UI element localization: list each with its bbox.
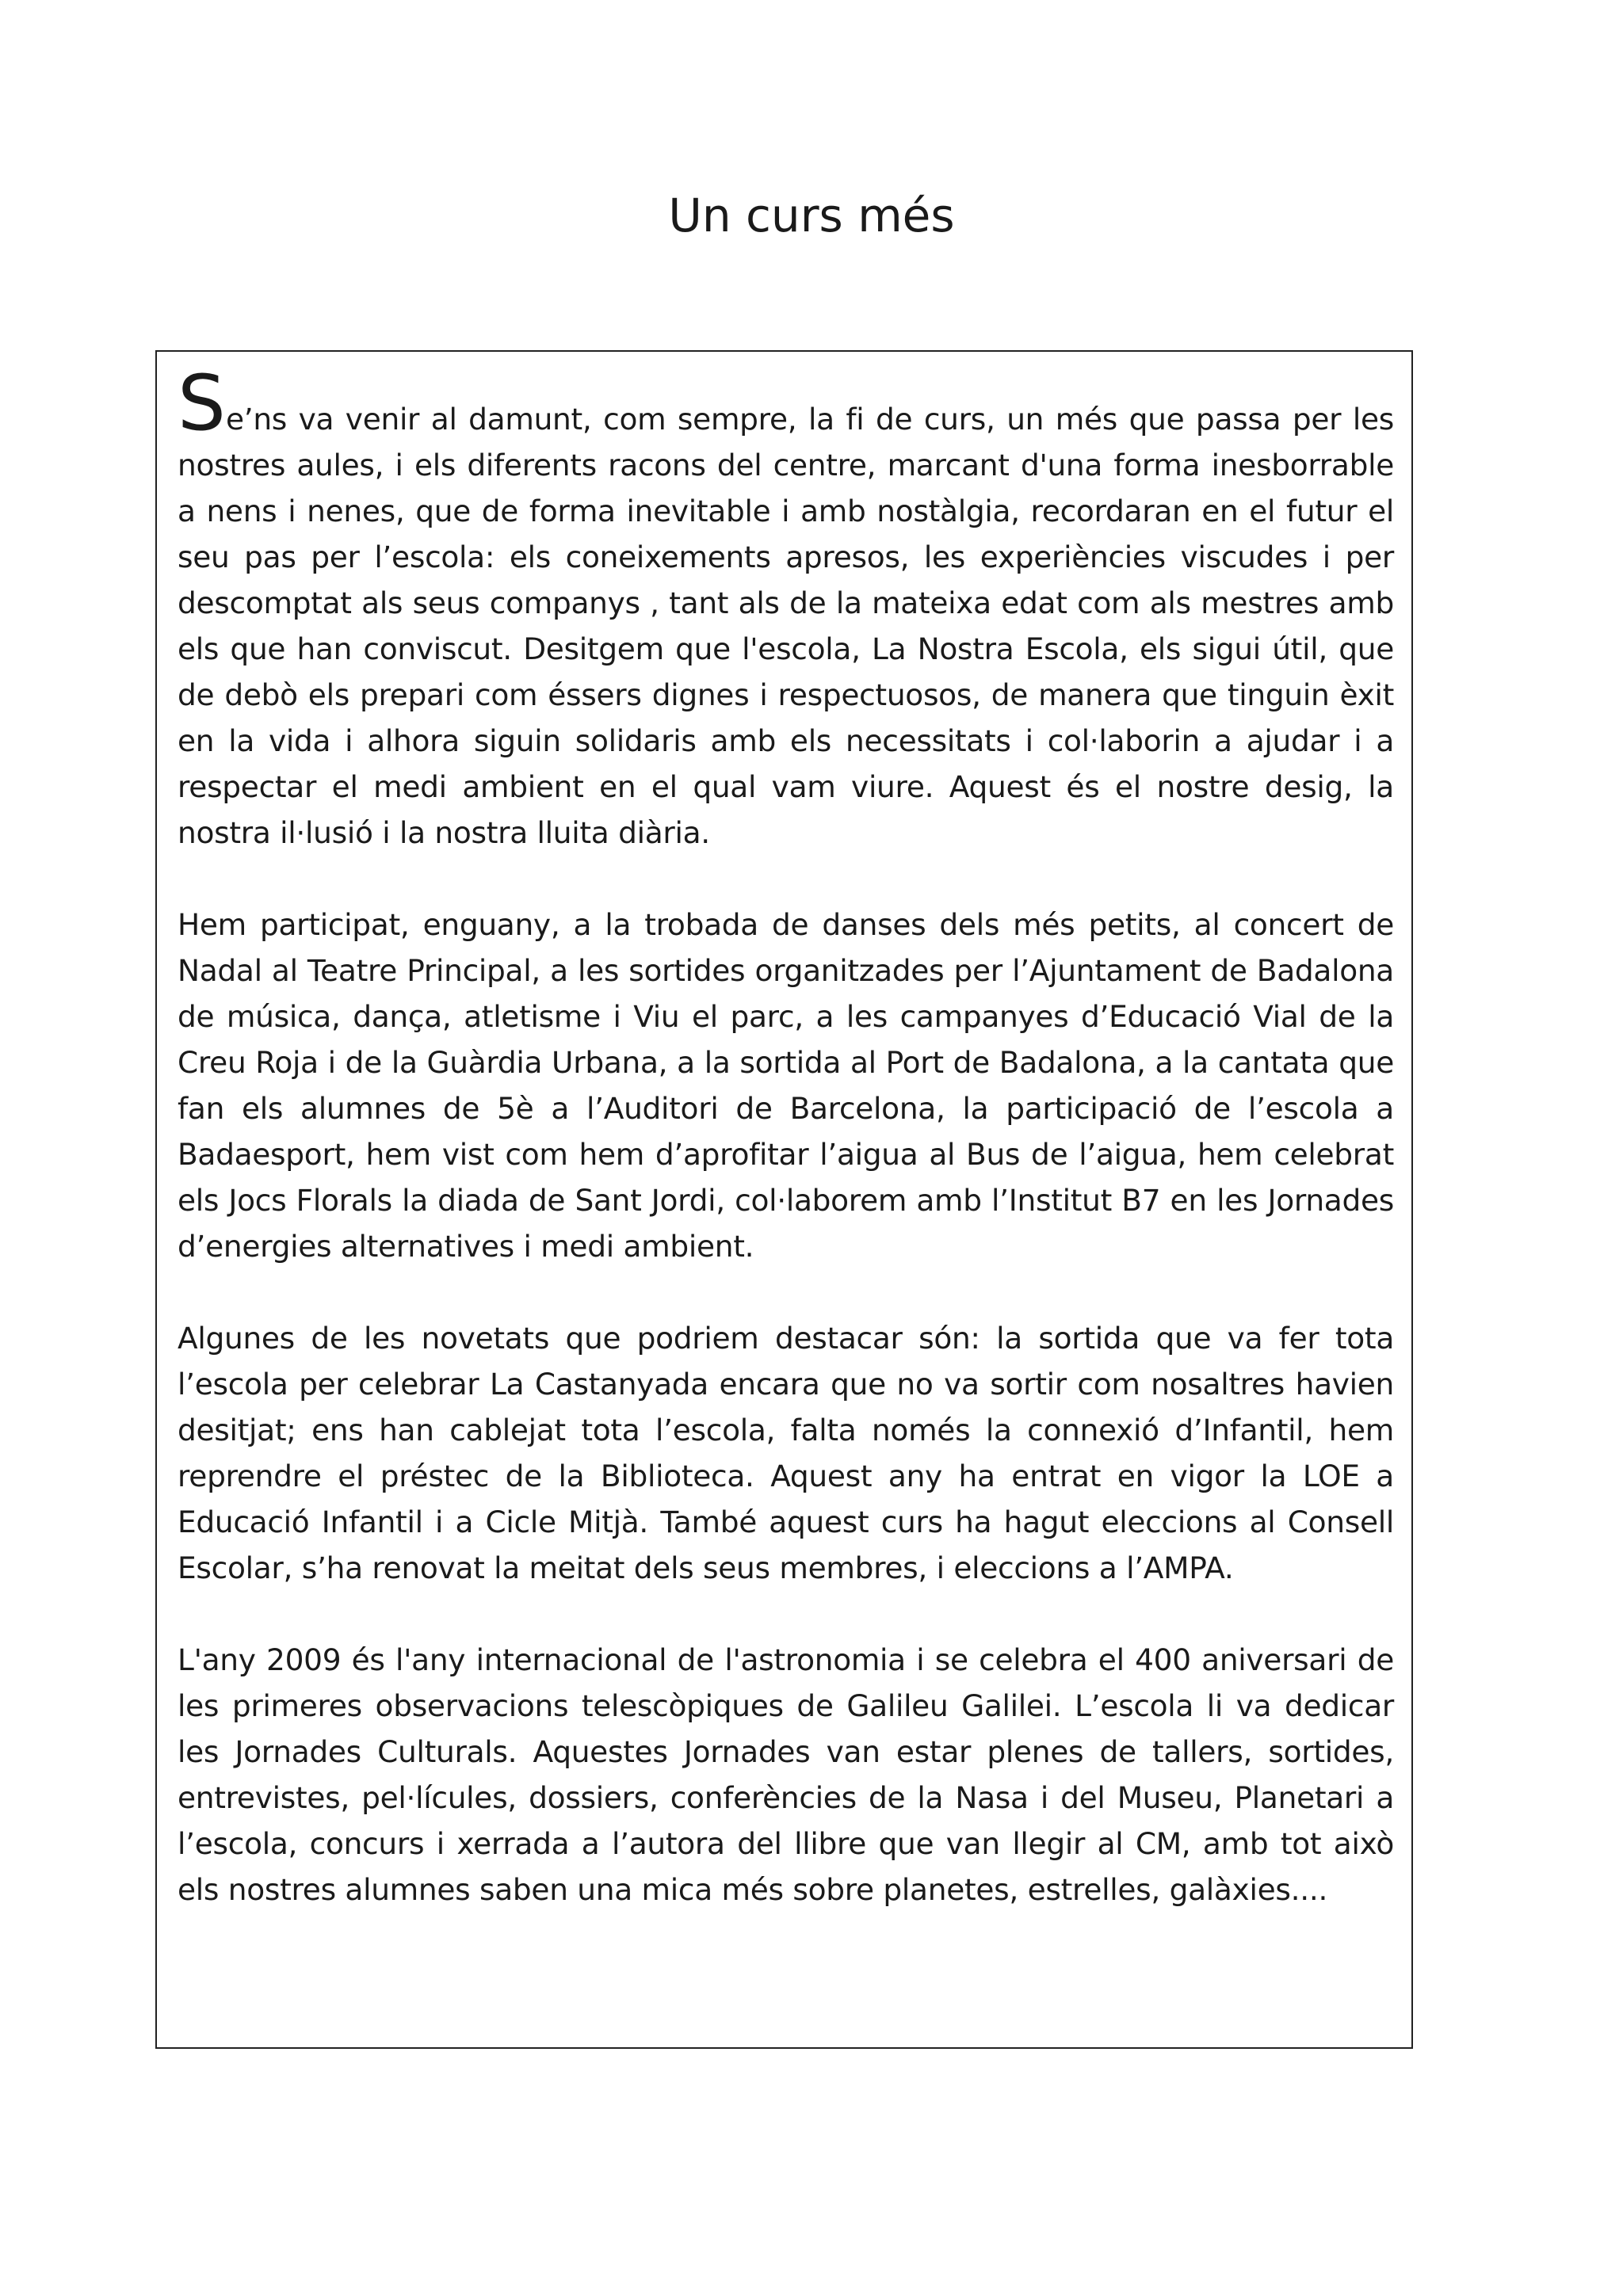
page-title: Un curs més bbox=[668, 189, 955, 242]
drop-cap: S bbox=[178, 359, 226, 448]
paragraph-1-text: e’ns va venir al damunt, com sempre, la fi de curs, un més que passa per les nostres aules, i els diferents racons del centre, marcant d'una forma inesborrable a nens i nenes, que de forma inevitable i amb nostàlgia, recordaran en el futur el seu pas per l’escola: els coneixements apresos, les experiències viscudes i per descomptat als seus companys , tant als de la mateixa edat com als mestres amb els que han conviscut. Desitgem que l'escola, La Nostra Escola, els sigui útil, que de debò els prepari com éssers dignes i respectuosos, de manera que tinguin èxit en la vida i alhora siguin solidaris amb els necessitats i col·laborin a ajudar i a respectar el medi ambient en el qual vam viure. Aquest és el nostre desig, la nostra il·lusió i la nostra lluita diària. bbox=[178, 402, 1394, 850]
paragraph-gap bbox=[178, 1269, 1394, 1315]
paragraph-2: Hem participat, enguany, a la trobada de danses dels més petits, al concert de Nadal al Teatre Principal, a les sortides organitzades per l’Ajuntament de Badalona de música, dança, atletisme i Viu el parc, a les campanyes d’Educació Vial de la Creu Roja i de la Guàrdia Urbana, a la sortida al Port de Badalona, a la cantata que fan els alumnes de 5è a l’Auditori de Barcelona, la participació de l’escola a Badaesport, hem vist com hem d’aprofitar l’aigua al Bus de l’aigua, hem celebrat els Jocs Florals la diada de Sant Jordi, col·laborem amb l’Institut B7 en les Jornades d’energies alternatives i medi ambient. bbox=[178, 907, 1394, 1264]
text-frame bbox=[155, 350, 1413, 2049]
paragraph-gap bbox=[178, 856, 1394, 902]
text-body bbox=[178, 359, 1394, 1913]
paragraph-3: Algunes de les novetats que podriem destacar són: la sortida que va fer tota l’escola per celebrar La Castanyada encara que no va sortir com nosaltres havien desitjat; ens han cablejat tota l’escola, falta només la connexió d’Infantil, hem reprendre el préstec de la Biblioteca. Aquest any ha entrat en vigor la LOE a Educació Infantil i a Cicle Mitjà. També aquest curs ha hagut eleccions al Consell Escolar, s’ha renovat la meitat dels seus membres, i eleccions a l’AMPA. bbox=[178, 1321, 1394, 1585]
paragraph-1 bbox=[178, 359, 1394, 856]
paragraph-4: L'any 2009 és l'any internacional de l'astronomia i se celebra el 400 aniversari de les primeres observacions telescòpiques de Galileu Galilei. L’escola li va dedicar les Jornades Culturals. Aquestes Jornades van estar plenes de tallers, sortides, entrevistes, pel·lícules, dossiers, conferències de la Nasa i del Museu, Planetari a l’escola, concurs i xerrada a l’autora del llibre que van llegir al CM, amb tot això els nostres alumnes saben una mica més sobre planetes, estrelles, galàxies.... bbox=[178, 1642, 1394, 1907]
paragraph-gap bbox=[178, 1591, 1394, 1637]
